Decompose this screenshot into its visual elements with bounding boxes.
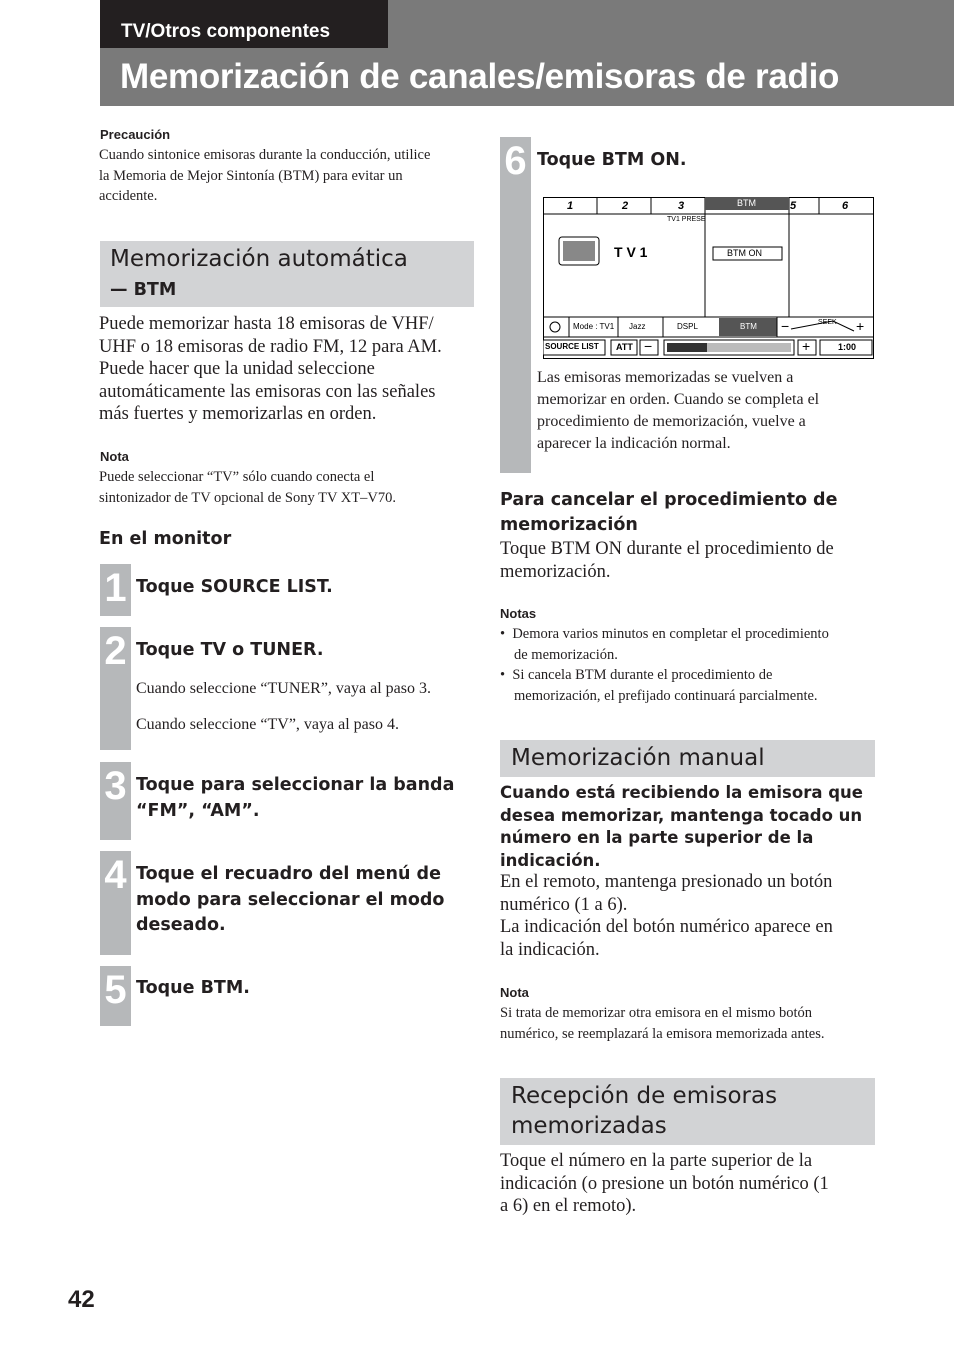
seek-label: SEEK — [818, 319, 837, 326]
btm-button[interactable]: BTM — [740, 322, 757, 331]
step-6-text: Toque BTM ON. — [537, 150, 687, 170]
mode-button[interactable]: Mode : TV1 — [573, 322, 615, 331]
manual-section-title: Memorización manual — [511, 745, 765, 771]
auto-body: Puede memorizar hasta 18 emisoras de VHF/ UHF o 18 emisoras de radio FM, 12 para AM. Puede hacer que la unidad seleccione automáticamente las emisoras con las señales más fuertes y memorizarlas en orden. — [99, 314, 442, 424]
manual-body: En el remoto, mantenga presionado un botón numérico (1 a 6). La indicación del botón numérico aparece en la indicación. — [500, 872, 833, 960]
manual-note-label: Nota — [500, 985, 529, 1000]
step-3-number: 3 — [104, 764, 127, 808]
step-4-number: 4 — [104, 853, 127, 897]
step-2-text: Toque TV o TUNER. — [136, 640, 324, 660]
manual-instruction: Cuando está recibiendo la emisora que desea memorizar, mantenga tocado un número en la parte superior de la indicación. — [500, 783, 863, 870]
cancel-body: Toque BTM ON durante el procedimiento de memorización. — [500, 539, 834, 582]
cancel-note-2: • Si cancela BTM durante el procedimiento de — [500, 667, 773, 683]
page-number: 42 — [68, 1286, 95, 1313]
page-title: Memorización de canales/emisoras de radio — [120, 57, 840, 96]
tv1-preset-label: TV1 PRESE — [667, 216, 706, 223]
precaution-text: Cuando sintonice emisoras durante la conducción, utilice la Memoria de Mejor Sintonía (BTM) para evitar un accidente. — [99, 147, 431, 204]
precaution-label: Precaución — [100, 127, 171, 142]
preset-2[interactable]: 2 — [622, 200, 629, 212]
section-label: TV/Otros componentes — [121, 21, 331, 42]
auto-section-subtitle: — BTM — [110, 280, 177, 300]
btm-tab: BTM — [737, 198, 756, 208]
lcd-display — [543, 197, 874, 359]
source-label: T V 1 — [614, 244, 648, 260]
step-2-number: 2 — [104, 629, 127, 673]
preset-1[interactable]: 1 — [567, 200, 574, 212]
step-3-text: Toque para seleccionar la banda “FM”, “AM”. — [136, 775, 455, 821]
att-button[interactable]: ATT — [616, 342, 633, 352]
step-4-text: Toque el recuadro del menú de modo para seleccionar el modo deseado. — [136, 864, 445, 935]
volume-minus-button[interactable]: − — [644, 338, 653, 354]
reception-section-title: Recepción de emisoras memorizadas — [511, 1083, 778, 1139]
cancel-notes: • Demora varios minutos en completar el procedimiento de memorización. • Si cancela BTM durante el procedimiento de memorización, el prefijado continuará parcialmente. — [500, 624, 880, 706]
dspl-button[interactable]: DSPL — [677, 322, 698, 331]
reception-body: Toque el número en la parte superior de la indicación (o presione un botón numérico (1 a 6) en el remoto). — [500, 1151, 829, 1216]
cancel-title: Para cancelar el procedimiento de memorización — [500, 490, 838, 535]
step-6-number: 6 — [504, 139, 527, 183]
cancel-note-1: • Demora varios minutos en completar el procedimiento — [500, 626, 829, 642]
step-6-bar — [500, 137, 531, 473]
step-1-number: 1 — [104, 566, 127, 610]
seek-minus-button[interactable]: − — [781, 318, 790, 334]
source-list-button[interactable]: SOURCE LIST — [545, 342, 599, 351]
clock: 1:00 — [838, 342, 857, 352]
step-6-sub: Las emisoras memorizadas se vuelven a memorizar en orden. Cuando se completa el procedimiento de memorización, vuelve a aparecer la indicación normal. — [537, 369, 820, 452]
auto-note-label: Nota — [100, 449, 129, 464]
btm-on-button[interactable]: BTM ON — [727, 248, 762, 258]
preset-5[interactable]: 5 — [790, 200, 797, 212]
monitor-heading: En el monitor — [99, 529, 232, 549]
seek-plus-button[interactable]: + — [856, 318, 865, 334]
step-1-text: Toque SOURCE LIST. — [136, 577, 333, 597]
manual-note: Si trata de memorizar otra emisora en el mismo botón numérico, se reemplazará la emisora memorizada antes. — [500, 1005, 825, 1042]
cancel-notes-label: Notas — [500, 606, 537, 621]
volume-plus-button[interactable]: + — [802, 338, 811, 354]
auto-section-title: Memorización automática — [110, 246, 408, 272]
auto-note: Puede seleccionar “TV” sólo cuando conecta el sintonizador de TV opcional de Sony TV XT–V70. — [99, 469, 396, 506]
step-5-text: Toque BTM. — [136, 978, 250, 998]
step-2-sub-1: Cuando seleccione “TUNER”, vaya al paso 3. — [136, 680, 432, 697]
preset-6[interactable]: 6 — [842, 200, 849, 212]
step-2-sub-2: Cuando seleccione “TV”, vaya al paso 4. — [136, 716, 400, 733]
preset-3[interactable]: 3 — [678, 200, 685, 212]
jazz-button[interactable]: Jazz — [629, 322, 646, 331]
step-5-number: 5 — [104, 968, 127, 1012]
